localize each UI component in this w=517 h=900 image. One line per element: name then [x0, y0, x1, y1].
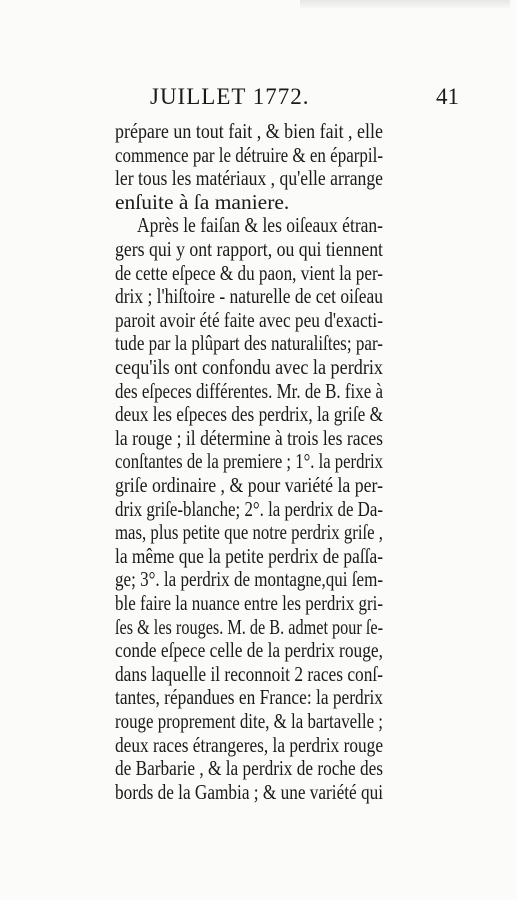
- text-line: cequ'ils ont confondu avec la perdrix: [115, 355, 384, 379]
- running-title: JUILLET 1772.: [150, 84, 310, 109]
- text-line: ge; 3°. la perdrix de montagne,qui ſem-: [115, 567, 384, 592]
- text-line: de Barbarie , & la perdrix de roche des: [115, 756, 383, 781]
- text-line: ſes & les rouges. M. de B. admet pour ſe-: [115, 614, 384, 639]
- page-edge: [300, 0, 510, 8]
- text-line: drix griſe-blanche; 2°. la perdrix de Da-: [115, 496, 383, 521]
- text-line: la même que la petite perdrix de paſſa-: [115, 543, 383, 568]
- text-line: des eſpeces différentes. Mr. de B. fixe à: [115, 378, 384, 403]
- text-line: conde eſpece celle de la perdrix rouge,: [115, 638, 384, 663]
- text-line: paroit avoir été faite avec peu d'exacti-: [115, 307, 383, 332]
- text-line: bords de la Gambia ; & une variété qui: [115, 779, 384, 804]
- text-line: drix ; l'hiſtoire - naturelle de cet oiſeau: [115, 284, 383, 309]
- text-line: la rouge ; il détermine à trois les races: [115, 425, 384, 450]
- text-line: deux races étrangeres, la perdrix rouge: [115, 732, 384, 757]
- text-line: gers qui y ont rapport, ou qui tiennent: [115, 237, 383, 261]
- text-line: mas, plus petite que notre perdrix griſe ,: [115, 520, 383, 545]
- page-number: 41: [436, 84, 459, 109]
- text-line: ler tous les matériaux , qu'elle arrange: [115, 166, 384, 191]
- text-line: deux les eſpeces des perdrix, la griſe &: [115, 402, 383, 427]
- text-line: conſtantes de la premiere ; 1°. la perdrix: [115, 449, 383, 474]
- text-line: commence par le détruire & en éparpil-: [115, 142, 383, 167]
- text-line: rouge proprement dite, & la bartavelle ;: [115, 709, 384, 733]
- page-header: [0, 84, 517, 116]
- text-line: enſuite à ſa maniere.: [115, 189, 290, 214]
- text-line: de cette eſpece & du paon, vient la per-: [115, 260, 383, 285]
- text-line: ble faire la nuance entre les perdrix gri-: [115, 591, 383, 615]
- text-line: griſe ordinaire , & pour variété la per-: [115, 473, 383, 497]
- text-line: tantes, répandues en France: la perdrix: [115, 685, 383, 710]
- text-line: dans laquelle il reconnoit 2 races conſ-: [115, 661, 384, 686]
- text-line: Après le faiſan & les oiſeaux étran-: [137, 213, 384, 238]
- text-line: tude par la plûpart des naturaliſtes; par-: [115, 331, 383, 356]
- text-line: prépare un tout fait , & bien fait , elle: [115, 119, 383, 143]
